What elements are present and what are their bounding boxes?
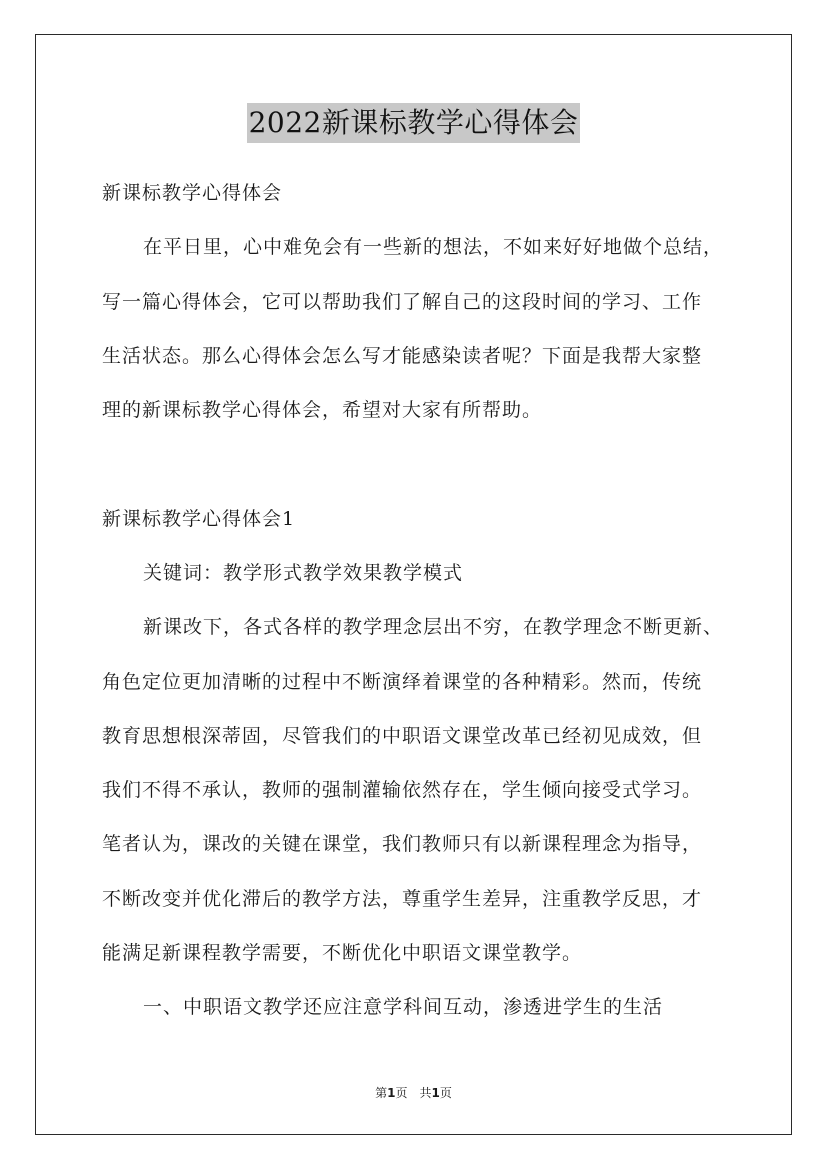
- paragraph-line: 新课改下，各式各样的教学理念层出不穷，在教学理念不断更新、: [143, 616, 724, 638]
- section-heading: 新课标教学心得体会1: [102, 508, 296, 530]
- paragraph-line: 写一篇心得体会，它可以帮助我们了解自己的这段时间的学习、工作: [102, 291, 703, 313]
- paragraph-line: 能满足新课程教学需要，不断优化中职语文课堂教学。: [102, 942, 583, 964]
- footer-page-prefix: 第: [375, 1086, 388, 1100]
- paragraph-line: 角色定位更加清晰的过程中不断演绎着课堂的各种精彩。然而，传统: [102, 671, 703, 693]
- footer-page-suffix: 页: [439, 1086, 452, 1100]
- paragraph-line: 生活状态。那么心得体会怎么写才能感染读者呢？下面是我帮大家整: [102, 345, 703, 367]
- paragraph-line: 我们不得不承认，教师的强制灌输依然存在，学生倾向接受式学习。: [102, 779, 703, 801]
- paragraph-line: 笔者认为，课改的关键在课堂，我们教师只有以新课程理念为指导，: [102, 833, 703, 855]
- document-title: 2022新课标教学心得体会: [247, 103, 581, 143]
- page-footer: [0, 1085, 827, 1101]
- paragraph-line: 在平日里，心中难免会有一些新的想法，不如来好好地做个总结，: [143, 236, 724, 258]
- paragraph-line: 不断改变并优化滞后的教学方法，尊重学生差异，注重教学反思，才: [102, 888, 703, 910]
- subsection-heading: 一、中职语文教学还应注意学科间互动，渗透进学生的生活: [143, 996, 664, 1018]
- title-container: [0, 103, 827, 143]
- intro-heading: 新课标教学心得体会: [102, 182, 283, 204]
- paragraph-line: 理的新课标教学心得体会，希望对大家有所帮助。: [102, 399, 543, 421]
- paragraph-line: 教育思想根深蒂固，尽管我们的中职语文课堂改革已经初见成效，但: [102, 725, 703, 747]
- keywords-line: 关键词：教学形式教学效果教学模式: [143, 562, 464, 584]
- footer-page-current: 1: [387, 1086, 396, 1100]
- footer-page-total: 1: [431, 1086, 440, 1100]
- footer-page-mid: 页 共: [395, 1086, 432, 1100]
